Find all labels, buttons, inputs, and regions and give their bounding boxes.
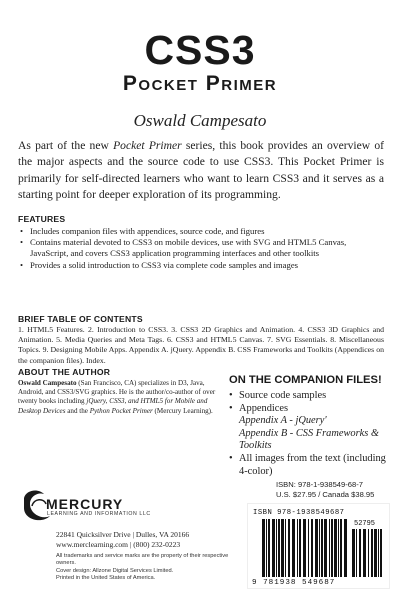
barcode-bar <box>285 519 286 577</box>
barcode-addon-icon <box>352 529 384 577</box>
barcode-bar <box>356 529 357 577</box>
barcode-bar <box>340 519 342 577</box>
about-author-heading: ABOUT THE AUTHOR <box>18 367 111 377</box>
barcode-bar <box>308 519 309 577</box>
barcode-bar <box>368 529 369 577</box>
toc-heading: BRIEF TABLE OF CONTENTS <box>18 314 143 324</box>
legal-notices <box>56 553 236 583</box>
barcode-bar <box>378 529 379 577</box>
intro-series-name: Pocket Primer <box>113 139 182 152</box>
barcode-bar <box>338 519 339 577</box>
barcode-bar <box>334 519 337 577</box>
barcode-bar <box>292 519 295 577</box>
book-reference-1: jQuery, CSS3, and HTML5 for Mobile and Desktop Devices <box>18 397 208 415</box>
about-text-3: (Mercury Learning). <box>152 406 213 415</box>
barcode-bar <box>319 519 320 577</box>
barcode-bar <box>363 529 366 577</box>
barcode-bar <box>303 519 306 577</box>
barcode-bar <box>344 519 347 577</box>
barcode-bar <box>321 519 323 577</box>
features-list <box>18 226 384 271</box>
companion-item: • Appendices <box>229 403 389 416</box>
barcode-bar <box>262 519 265 577</box>
about-text-2: and the <box>65 406 90 415</box>
intro-text-end: series, this book provides an overview of the major aspects and the source code to use CSS3. This Pocket Primer is primarily for self-directed learners who want to learn CSS3 and it serves as a starting point for deeper exploration of its programming. <box>18 139 384 202</box>
barcode-bar <box>371 529 373 577</box>
book-author: Oswald Campesato <box>133 111 267 130</box>
feature-item: • Contains material devoted to CSS3 on mobile devices, use with SVG and HTML5 Canvas, JavaScript, and covers CSS3 application programming interfaces and other toolkits <box>18 237 384 259</box>
barcode-bar <box>297 519 298 577</box>
barcode-bar <box>272 519 275 577</box>
publisher-address <box>56 530 189 549</box>
address-line: 22841 Quicksilver Drive | Dulles, VA 20166 <box>56 530 190 539</box>
companion-subitem: Appendix B - CSS Frameworks & Toolkits <box>239 427 379 452</box>
trademark-notice: All trademarks and service marks are the property of their respective owners. <box>56 553 229 567</box>
barcode-bar <box>299 519 301 577</box>
barcode-digits: 9 781938 549687 <box>252 579 336 587</box>
toc-text: 1. HTML5 Features. 2. Introduction to CSS3. 3. CSS3 2D Graphics and Animation. 4. CSS3 3D Graphics and Animation. 5. Media Queries and Meta Tags. 6. CSS3 and HTML5 Canvas. 7. SVG Essentials. 8. Miscellaneous Topics. 9. Designing Mobile Apps. Appendix A. jQuery. Appendix B. CSS Frameworks and Toolkits (Appendices on the companion files). Index. <box>18 325 384 365</box>
author-name: Oswald Campesato <box>18 379 77 387</box>
companion-item: • All images from the text (including 4-color) <box>229 453 389 478</box>
barcode-bar <box>329 519 330 577</box>
barcode-bar <box>278 519 280 577</box>
web-phone-line: www.merclearning.com | (800) 232-0223 <box>56 539 181 549</box>
cover-design-credit: Cover design: Allzone Digital Services Limited. <box>56 567 174 574</box>
barcode-bar <box>266 519 267 577</box>
book-title: CSS3 <box>144 27 256 73</box>
printed-in-notice: Printed in the United States of America. <box>56 575 156 582</box>
feature-item: • Provides a solid introduction to CSS3 via complete code samples and images <box>18 260 384 271</box>
book-reference-2: Python Pocket Primer <box>89 406 153 415</box>
isbn-price-block <box>276 480 374 500</box>
intro-text-start: As part of the new <box>18 139 114 152</box>
companion-list <box>229 390 389 478</box>
barcode-bar <box>359 529 361 577</box>
barcode-bar <box>324 519 327 577</box>
companion-heading: ON THE COMPANION FILES! <box>229 374 382 386</box>
barcode-bar <box>311 519 313 577</box>
barcode-bar <box>281 519 284 577</box>
price-line: U.S. $27.95 / Canada $38.95 <box>276 490 375 499</box>
publisher-subtitle: LEARNING AND INFORMATION LLC <box>47 511 151 517</box>
barcode-isbn-label: ISBN 978-1938549687 <box>253 509 345 517</box>
companion-files-box <box>229 373 389 478</box>
barcode-price-code: 52795 <box>354 520 376 528</box>
barcode-bar <box>315 519 318 577</box>
barcode-bar <box>276 519 277 577</box>
barcode-bar <box>288 519 290 577</box>
isbn-number: ISBN: 978-1-938549-68-7 <box>276 480 363 489</box>
companion-item: • Source code samples <box>229 390 389 403</box>
feature-item: • Includes companion files with appendices, source code, and figures <box>18 226 384 237</box>
features-heading: FEATURES <box>18 214 66 224</box>
companion-subitem: Appendix A - jQuery' <box>239 415 327 427</box>
about-author-text <box>18 379 218 416</box>
barcode-bar <box>352 529 355 577</box>
barcode-bar <box>268 519 270 577</box>
barcode-bar <box>374 529 377 577</box>
publisher-name: MERCURY <box>46 496 124 512</box>
barcode-bar <box>380 529 382 577</box>
barcode-main-icon <box>262 519 348 577</box>
about-text-1: (San Francisco, CA) specializes in D3, Java, Android, and CSS3/SVG graphics. He is the author/co-author of over twenty books including <box>18 379 216 406</box>
book-subtitle: Pocket Primer <box>122 72 278 95</box>
intro-paragraph <box>18 138 384 204</box>
barcode-bar <box>331 519 333 577</box>
